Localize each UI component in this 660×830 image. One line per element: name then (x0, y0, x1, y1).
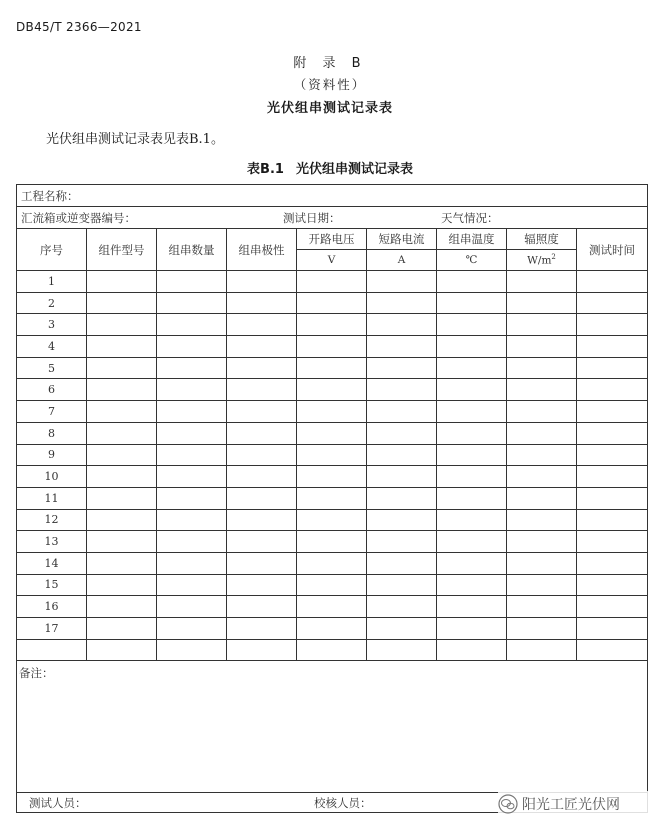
entry-cell[interactable] (157, 574, 227, 596)
entry-cell[interactable] (227, 509, 297, 531)
entry-cell[interactable] (227, 422, 297, 444)
blank-cell[interactable] (297, 639, 367, 661)
table-row (17, 531, 648, 553)
entry-cell[interactable] (367, 444, 437, 466)
entry-cell[interactable] (297, 271, 367, 293)
table-row (17, 574, 648, 596)
entry-cell[interactable] (157, 618, 227, 640)
entry-cell[interactable] (297, 379, 367, 401)
entry-cell[interactable] (227, 618, 297, 640)
entry-cell[interactable] (87, 552, 157, 574)
entry-cell[interactable] (507, 466, 577, 488)
table-caption (0, 158, 660, 177)
entry-cell[interactable] (157, 466, 227, 488)
box-number-label: 汇流箱或逆变器编号： (21, 210, 136, 225)
notes-cell[interactable] (17, 661, 648, 793)
entry-cell[interactable] (297, 401, 367, 423)
entry-cell[interactable] (367, 379, 437, 401)
entry-cell[interactable] (367, 466, 437, 488)
unit-temp: ℃ (437, 250, 507, 271)
entry-cell[interactable] (157, 314, 227, 336)
entry-cell[interactable] (437, 444, 507, 466)
entry-cell[interactable] (157, 336, 227, 358)
row-number: 12 (17, 509, 87, 531)
entry-cell[interactable] (577, 292, 648, 314)
entry-cell[interactable] (227, 596, 297, 618)
entry-cell[interactable] (367, 531, 437, 553)
col-header-voc: 开路电压 (297, 229, 367, 250)
appendix-type: （资料性） (293, 77, 367, 92)
row-number: 8 (17, 422, 87, 444)
entry-cell[interactable] (507, 401, 577, 423)
entry-cell[interactable] (507, 596, 577, 618)
blank-cell[interactable] (87, 639, 157, 661)
entry-cell[interactable] (157, 552, 227, 574)
entry-cell[interactable] (87, 531, 157, 553)
entry-cell[interactable] (437, 552, 507, 574)
entry-cell[interactable] (507, 422, 577, 444)
entry-cell[interactable] (87, 292, 157, 314)
entry-cell[interactable] (577, 509, 648, 531)
entry-cell[interactable] (297, 466, 367, 488)
col-header-string-count: 组串数量 (157, 229, 227, 271)
row-number: 4 (17, 336, 87, 358)
entry-cell[interactable] (227, 466, 297, 488)
row-number: 14 (17, 552, 87, 574)
entry-cell[interactable] (437, 509, 507, 531)
notes-label: 备注： (19, 666, 54, 681)
entry-cell[interactable] (437, 574, 507, 596)
entry-cell[interactable] (87, 314, 157, 336)
row-number: 11 (17, 487, 87, 509)
table-row (17, 271, 648, 293)
entry-cell[interactable] (507, 314, 577, 336)
entry-cell[interactable] (367, 487, 437, 509)
entry-cell[interactable] (87, 618, 157, 640)
entry-cell[interactable] (437, 596, 507, 618)
entry-cell[interactable] (577, 466, 648, 488)
unit-isc: A (367, 250, 437, 271)
unit-voc: V (297, 250, 367, 271)
entry-cell[interactable] (577, 596, 648, 618)
entry-cell[interactable] (577, 314, 648, 336)
entry-cell[interactable] (577, 531, 648, 553)
blank-cell[interactable] (157, 639, 227, 661)
entry-cell[interactable] (577, 379, 648, 401)
table-title: 光伏组串测试记录表 (295, 162, 413, 177)
entry-cell[interactable] (87, 466, 157, 488)
table-row (17, 401, 648, 423)
entry-cell[interactable] (367, 574, 437, 596)
entry-cell[interactable] (367, 357, 437, 379)
entry-cell[interactable] (507, 552, 577, 574)
entry-cell[interactable] (507, 531, 577, 553)
entry-cell[interactable] (437, 422, 507, 444)
entry-cell[interactable] (227, 552, 297, 574)
table-row (17, 487, 648, 509)
watermark (498, 791, 654, 817)
entry-cell[interactable] (507, 574, 577, 596)
record-table (16, 184, 648, 813)
entry-cell[interactable] (437, 314, 507, 336)
row-number: 3 (17, 314, 87, 336)
entry-cell[interactable] (577, 618, 648, 640)
entry-cell[interactable] (577, 357, 648, 379)
entry-cell[interactable] (577, 574, 648, 596)
entry-cell[interactable] (87, 271, 157, 293)
table-row (17, 596, 648, 618)
entry-cell[interactable] (157, 444, 227, 466)
blank-cell[interactable] (227, 639, 297, 661)
entry-cell[interactable] (577, 552, 648, 574)
entry-cell[interactable] (367, 509, 437, 531)
entry-cell[interactable] (507, 336, 577, 358)
entry-cell[interactable] (157, 487, 227, 509)
watermark-text: 阳光工匠光伏网 (522, 797, 620, 813)
data-rows (17, 271, 648, 640)
appendix-title: 附 录 B (293, 56, 367, 71)
document-code: DB45/T 2366—2021 (16, 20, 142, 34)
entry-cell[interactable] (297, 292, 367, 314)
entry-cell[interactable] (297, 357, 367, 379)
entry-cell[interactable] (367, 401, 437, 423)
entry-cell[interactable] (157, 379, 227, 401)
col-header-isc: 短路电流 (367, 229, 437, 250)
entry-cell[interactable] (437, 357, 507, 379)
table-row (17, 444, 648, 466)
table-number: 表B.1 (247, 162, 284, 177)
entry-cell[interactable] (157, 509, 227, 531)
entry-cell[interactable] (87, 379, 157, 401)
entry-cell[interactable] (227, 379, 297, 401)
entry-cell[interactable] (437, 292, 507, 314)
col-header-module-model: 组件型号 (87, 229, 157, 271)
appendix-name: 光伏组串测试记录表 (266, 101, 393, 116)
entry-cell[interactable] (297, 422, 367, 444)
blank-cell[interactable] (367, 639, 437, 661)
box-info-cell[interactable] (17, 207, 648, 229)
entry-cell[interactable] (157, 422, 227, 444)
entry-cell[interactable] (157, 596, 227, 618)
entry-cell[interactable] (87, 336, 157, 358)
blank-cell[interactable] (437, 639, 507, 661)
unit-irradiance (507, 250, 577, 271)
entry-cell[interactable] (157, 401, 227, 423)
entry-cell[interactable] (577, 444, 648, 466)
entry-cell[interactable] (367, 292, 437, 314)
weather-label: 天气情况： (441, 210, 499, 225)
entry-cell[interactable] (297, 618, 367, 640)
entry-cell[interactable] (297, 509, 367, 531)
entry-cell[interactable] (437, 487, 507, 509)
entry-cell[interactable] (157, 357, 227, 379)
table-row (17, 552, 648, 574)
entry-cell[interactable] (87, 401, 157, 423)
entry-cell[interactable] (507, 487, 577, 509)
row-number: 2 (17, 292, 87, 314)
entry-cell[interactable] (297, 487, 367, 509)
entry-cell[interactable] (297, 444, 367, 466)
entry-cell[interactable] (297, 596, 367, 618)
entry-cell[interactable] (87, 509, 157, 531)
entry-cell[interactable] (227, 444, 297, 466)
checker-label: 校核人员： (314, 795, 372, 810)
col-header-seq: 序号 (17, 229, 87, 271)
test-date-label: 测试日期： (283, 210, 341, 225)
entry-cell[interactable] (87, 596, 157, 618)
entry-cell[interactable] (87, 357, 157, 379)
entry-cell[interactable] (297, 574, 367, 596)
entry-cell[interactable] (227, 401, 297, 423)
entry-cell[interactable] (437, 379, 507, 401)
row-number: 17 (17, 618, 87, 640)
entry-cell[interactable] (437, 466, 507, 488)
entry-cell[interactable] (367, 271, 437, 293)
wechat-icon (498, 794, 518, 814)
col-header-polarity: 组串极性 (227, 229, 297, 271)
row-number: 6 (17, 379, 87, 401)
row-number: 1 (17, 271, 87, 293)
entry-cell[interactable] (227, 314, 297, 336)
entry-cell[interactable] (157, 531, 227, 553)
entry-cell[interactable] (367, 552, 437, 574)
entry-cell[interactable] (507, 357, 577, 379)
entry-cell[interactable] (367, 422, 437, 444)
entry-cell[interactable] (507, 292, 577, 314)
entry-cell[interactable] (437, 336, 507, 358)
table-row (17, 379, 648, 401)
table-row (17, 618, 648, 640)
entry-cell[interactable] (437, 271, 507, 293)
intro-text: 光伏组串测试记录表见表B.1。 (46, 132, 224, 147)
entry-cell[interactable] (227, 487, 297, 509)
blank-cell[interactable] (17, 639, 87, 661)
row-number: 10 (17, 466, 87, 488)
entry-cell[interactable] (227, 357, 297, 379)
entry-cell[interactable] (507, 509, 577, 531)
entry-cell[interactable] (297, 314, 367, 336)
row-number: 7 (17, 401, 87, 423)
table-row-blank (17, 639, 648, 661)
entry-cell[interactable] (297, 531, 367, 553)
project-name-label: 工程名称： (21, 188, 79, 203)
entry-cell[interactable] (227, 292, 297, 314)
col-header-irradiance: 辐照度 (507, 229, 577, 250)
table-row (17, 422, 648, 444)
entry-cell[interactable] (227, 574, 297, 596)
table-row (17, 357, 648, 379)
entry-cell[interactable] (297, 552, 367, 574)
entry-cell[interactable] (367, 314, 437, 336)
table-row (17, 314, 648, 336)
entry-cell[interactable] (297, 336, 367, 358)
entry-cell[interactable] (87, 487, 157, 509)
entry-cell[interactable] (87, 574, 157, 596)
row-number: 5 (17, 357, 87, 379)
project-name-cell[interactable] (17, 185, 648, 207)
entry-cell[interactable] (87, 444, 157, 466)
entry-cell[interactable] (507, 618, 577, 640)
row-number: 15 (17, 574, 87, 596)
entry-cell[interactable] (577, 271, 648, 293)
row-number: 9 (17, 444, 87, 466)
table-row (17, 292, 648, 314)
row-number: 16 (17, 596, 87, 618)
entry-cell[interactable] (157, 271, 227, 293)
entry-cell[interactable] (507, 444, 577, 466)
entry-cell[interactable] (437, 401, 507, 423)
entry-cell[interactable] (437, 531, 507, 553)
entry-cell[interactable] (577, 487, 648, 509)
entry-cell[interactable] (577, 401, 648, 423)
entry-cell[interactable] (507, 379, 577, 401)
entry-cell[interactable] (367, 336, 437, 358)
entry-cell[interactable] (367, 618, 437, 640)
entry-cell[interactable] (507, 271, 577, 293)
entry-cell[interactable] (577, 422, 648, 444)
unit-irradiance-base: W/m (527, 254, 552, 267)
table-row (17, 466, 648, 488)
col-header-temp: 组串温度 (437, 229, 507, 250)
table-row (17, 509, 648, 531)
entry-cell[interactable] (227, 271, 297, 293)
blank-cell[interactable] (507, 639, 577, 661)
entry-cell[interactable] (157, 292, 227, 314)
unit-irradiance-exp: 2 (551, 253, 556, 262)
entry-cell[interactable] (367, 596, 437, 618)
entry-cell[interactable] (87, 422, 157, 444)
table-row (17, 336, 648, 358)
entry-cell[interactable] (227, 531, 297, 553)
entry-cell[interactable] (577, 336, 648, 358)
entry-cell[interactable] (437, 618, 507, 640)
col-header-test-time: 测试时间 (577, 229, 648, 271)
entry-cell[interactable] (227, 336, 297, 358)
tester-label: 测试人员： (29, 795, 87, 810)
blank-cell[interactable] (577, 639, 648, 661)
row-number: 13 (17, 531, 87, 553)
